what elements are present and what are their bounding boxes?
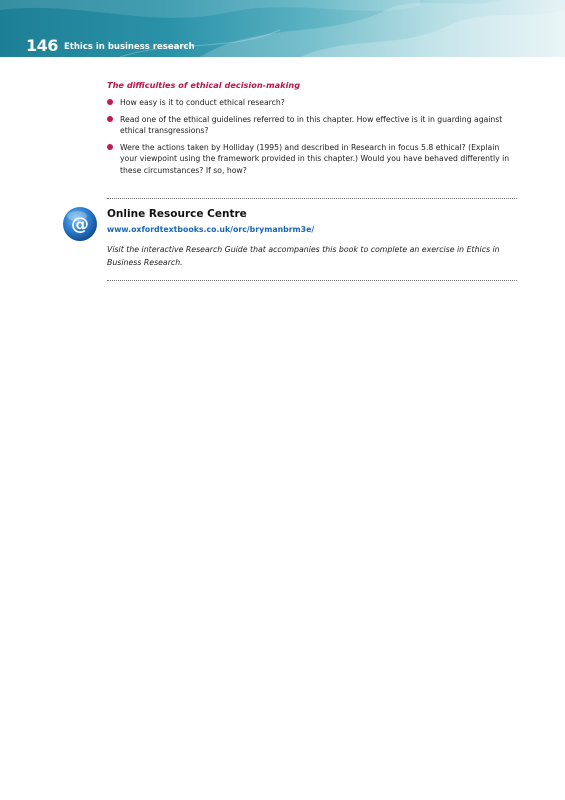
list-item	[107, 142, 517, 177]
running-head: Ethics in business research	[64, 42, 195, 52]
svg-text:@: @	[71, 214, 89, 235]
orc-title: Online Resource Centre	[107, 208, 247, 220]
question-text: Were the actions taken by Holliday (1995) and described in Research in focus 5.8 ethical? (Explain your viewpoint using the framework provided in this chapter.) Would you have behaved differently in these circumstances? If so, how?	[120, 142, 510, 175]
bullet-icon	[107, 116, 113, 122]
page-number: 146	[26, 36, 58, 55]
divider-bottom	[107, 280, 517, 281]
question-text: Read one of the ethical guidelines referred to in this chapter. How effective is it in guarding against ethical transgressions?	[120, 114, 503, 135]
bullet-icon	[107, 99, 113, 105]
section-heading: The difficulties of ethical decision-making	[107, 80, 301, 90]
questions-section	[107, 80, 517, 181]
divider-top	[107, 198, 517, 199]
orc-description: Visit the interactive Research Guide that accompanies this book to complete an exercise in Ethics in Business Research.	[107, 245, 500, 267]
list-item	[107, 97, 517, 109]
bullet-icon	[107, 144, 113, 150]
at-sign-icon	[62, 206, 98, 242]
list-item	[107, 114, 517, 137]
question-text: How easy is it to conduct ethical research?	[120, 98, 285, 107]
orc-link[interactable]: www.oxfordtextbooks.co.uk/orc/brymanbrm3e/	[107, 225, 315, 234]
question-list	[107, 97, 517, 176]
